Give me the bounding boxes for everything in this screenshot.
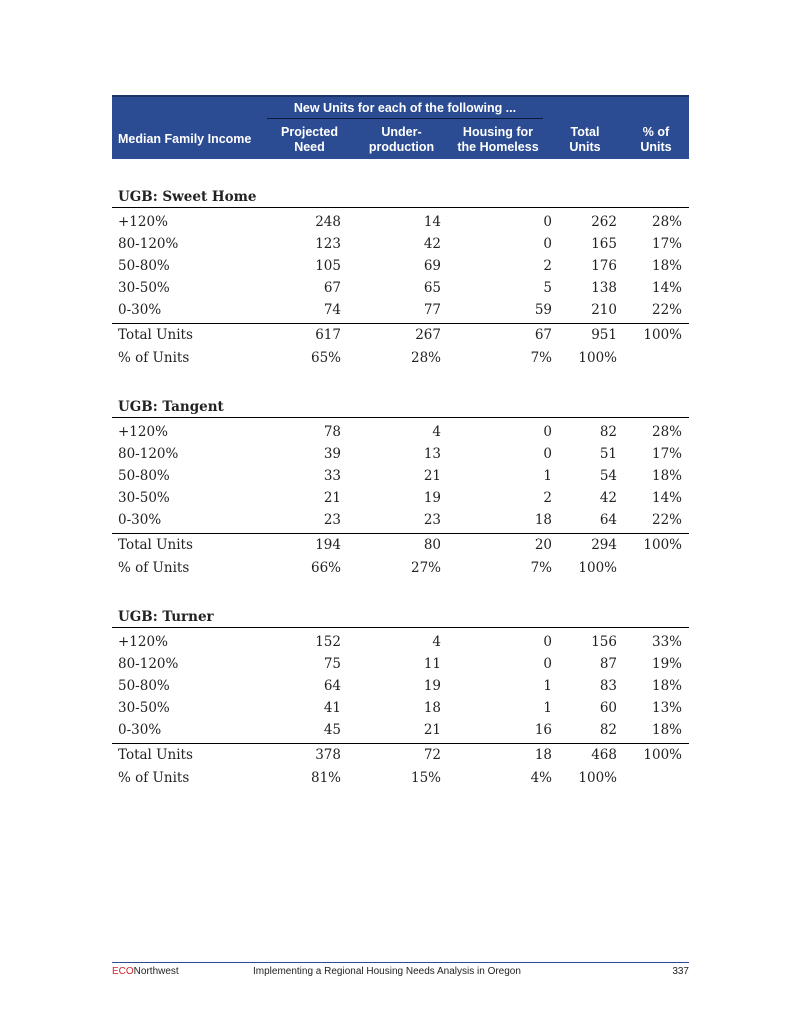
table-cell: 64 [599, 512, 617, 528]
table-cell: 2 [543, 258, 552, 274]
table-cell: 11 [423, 656, 441, 672]
table-cell: 4 [432, 424, 441, 440]
row-label: 80-120% [118, 446, 179, 462]
row-label: +120% [118, 634, 168, 650]
table-cell: 18% [651, 468, 682, 484]
table-row [112, 675, 689, 697]
table-cell: 165 [591, 236, 617, 252]
table-cell: 81% [310, 770, 341, 786]
table-cell: 262 [591, 214, 617, 230]
table-cell: 72 [423, 747, 441, 763]
table-row [112, 255, 689, 277]
table-row [112, 631, 689, 653]
table-cell: 59 [534, 302, 552, 318]
table-cell: 4% [530, 770, 552, 786]
table-cell: 7% [530, 560, 552, 576]
table-cell: 13% [651, 700, 682, 716]
table-cell: 42 [599, 490, 617, 506]
table-header [112, 95, 689, 159]
table-cell: 27% [410, 560, 441, 576]
section-title: UGB: Tangent [112, 397, 689, 418]
table-section [112, 159, 689, 369]
table-cell: 21 [323, 490, 341, 506]
table-cell: 17% [651, 446, 682, 462]
row-label: 30-50% [118, 280, 170, 296]
table-cell: 1 [543, 678, 552, 694]
row-label: 0-30% [118, 302, 162, 318]
total-row [112, 533, 689, 556]
table-cell: 176 [591, 258, 617, 274]
table-cell: 18% [651, 722, 682, 738]
table-cell: 19 [423, 678, 441, 694]
table-cell: 15% [410, 770, 441, 786]
table-cell: 4 [432, 634, 441, 650]
table-cell: 105 [315, 258, 341, 274]
table-cell: 23 [323, 512, 341, 528]
table-cell: 16 [534, 722, 552, 738]
table-row [112, 465, 689, 487]
table-cell: 100% [578, 770, 617, 786]
table-cell: 267 [415, 327, 441, 343]
table-cell: 82 [599, 424, 617, 440]
table-cell: 19 [423, 490, 441, 506]
row-label: 0-30% [118, 722, 162, 738]
table-cell: 14% [651, 280, 682, 296]
table-cell: 82 [599, 722, 617, 738]
header-housing-homeless: Housing for the Homeless [457, 125, 539, 154]
table-cell: 138 [591, 280, 617, 296]
table-row [112, 487, 689, 509]
table-cell: 67 [323, 280, 341, 296]
table-cell: 65% [310, 350, 341, 366]
table-row [112, 233, 689, 255]
table-cell: 248 [315, 214, 341, 230]
table-cell: 123 [315, 236, 341, 252]
total-row [112, 323, 689, 346]
table-cell: 80 [423, 537, 441, 553]
table-cell: 13 [423, 446, 441, 462]
row-label: 50-80% [118, 468, 170, 484]
table-row [112, 299, 689, 321]
row-label: Total Units [118, 537, 193, 553]
table-row [112, 211, 689, 233]
table-cell: 77 [423, 302, 441, 318]
table-cell: 152 [315, 634, 341, 650]
header-total-units: Total Units [569, 125, 601, 154]
footer-title: Implementing a Regional Housing Needs Analysis in Oregon [253, 966, 521, 977]
table-cell: 69 [423, 258, 441, 274]
row-label: 50-80% [118, 258, 170, 274]
table-cell: 33 [323, 468, 341, 484]
row-label: % of Units [118, 770, 190, 786]
table-cell: 210 [591, 302, 617, 318]
table-cell: 21 [423, 722, 441, 738]
table-cell: 468 [591, 747, 617, 763]
table-cell: 378 [315, 747, 341, 763]
row-label: % of Units [118, 560, 190, 576]
table-cell: 28% [651, 214, 682, 230]
table-cell: 39 [323, 446, 341, 462]
table-cell: 21 [423, 468, 441, 484]
table-cell: 5 [543, 280, 552, 296]
table-cell: 23 [423, 512, 441, 528]
header-pct-units: % of Units [640, 125, 672, 154]
table-cell: 14 [423, 214, 441, 230]
table-cell: 28% [651, 424, 682, 440]
footer-brand: ECONorthwest [112, 966, 179, 977]
table-cell: 194 [315, 537, 341, 553]
row-label: 50-80% [118, 678, 170, 694]
table-cell: 20 [534, 537, 552, 553]
table-cell: 64 [323, 678, 341, 694]
row-label: 80-120% [118, 236, 179, 252]
table-row [112, 443, 689, 465]
table-cell: 83 [599, 678, 617, 694]
housing-needs-table [112, 95, 689, 789]
table-cell: 22% [651, 302, 682, 318]
table-row [112, 277, 689, 299]
table-cell: 75 [323, 656, 341, 672]
table-cell: 7% [530, 350, 552, 366]
table-cell: 66% [310, 560, 341, 576]
row-label: Total Units [118, 327, 193, 343]
table-cell: 42 [423, 236, 441, 252]
row-label: +120% [118, 214, 168, 230]
row-label: 0-30% [118, 512, 162, 528]
table-cell: 14% [651, 490, 682, 506]
table-cell: 78 [323, 424, 341, 440]
header-projected-need: Projected Need [281, 125, 338, 154]
table-cell: 33% [651, 634, 682, 650]
table-cell: 0 [543, 236, 552, 252]
table-cell: 45 [323, 722, 341, 738]
table-cell: 18% [651, 258, 682, 274]
table-cell: 28% [410, 350, 441, 366]
table-cell: 51 [599, 446, 617, 462]
row-label: +120% [118, 424, 168, 440]
table-row [112, 421, 689, 443]
table-cell: 17% [651, 236, 682, 252]
table-cell: 41 [323, 700, 341, 716]
table-cell: 951 [591, 327, 617, 343]
table-cell: 0 [543, 214, 552, 230]
section-title: UGB: Turner [112, 607, 689, 628]
table-cell: 74 [323, 302, 341, 318]
row-label: % of Units [118, 350, 190, 366]
table-cell: 294 [591, 537, 617, 553]
page-number: 337 [672, 966, 689, 977]
table-cell: 18 [534, 747, 552, 763]
section-title: UGB: Sweet Home [112, 187, 689, 208]
table-cell: 0 [543, 656, 552, 672]
table-cell: 100% [578, 350, 617, 366]
percent-row [112, 557, 689, 579]
table-cell: 18 [534, 512, 552, 528]
table-body [112, 159, 689, 789]
table-cell: 18% [651, 678, 682, 694]
table-cell: 18 [423, 700, 441, 716]
table-cell: 65 [423, 280, 441, 296]
row-label: 80-120% [118, 656, 179, 672]
table-cell: 60 [599, 700, 617, 716]
table-cell: 156 [591, 634, 617, 650]
row-label: 30-50% [118, 490, 170, 506]
table-cell: 100% [643, 747, 682, 763]
table-cell: 87 [599, 656, 617, 672]
table-cell: 0 [543, 424, 552, 440]
table-section [112, 579, 689, 789]
table-cell: 1 [543, 700, 552, 716]
table-cell: 100% [578, 560, 617, 576]
table-row [112, 719, 689, 741]
table-cell: 1 [543, 468, 552, 484]
table-row [112, 697, 689, 719]
table-cell: 0 [543, 446, 552, 462]
table-cell: 0 [543, 634, 552, 650]
column-group-label: New Units for each of the following ... [267, 101, 543, 119]
row-label: 30-50% [118, 700, 170, 716]
table-cell: 2 [543, 490, 552, 506]
table-cell: 19% [651, 656, 682, 672]
percent-row [112, 347, 689, 369]
table-cell: 22% [651, 512, 682, 528]
header-underproduction: Under- production [368, 125, 435, 154]
page-footer [112, 962, 689, 977]
table-section [112, 369, 689, 579]
table-cell: 54 [599, 468, 617, 484]
table-cell: 100% [643, 327, 682, 343]
table-cell: 67 [534, 327, 552, 343]
row-label: Total Units [118, 747, 193, 763]
table-row [112, 509, 689, 531]
table-cell: 100% [643, 537, 682, 553]
total-row [112, 743, 689, 766]
percent-row [112, 767, 689, 789]
table-row [112, 653, 689, 675]
header-median-family-income: Median Family Income [118, 132, 252, 146]
table-cell: 617 [315, 327, 341, 343]
